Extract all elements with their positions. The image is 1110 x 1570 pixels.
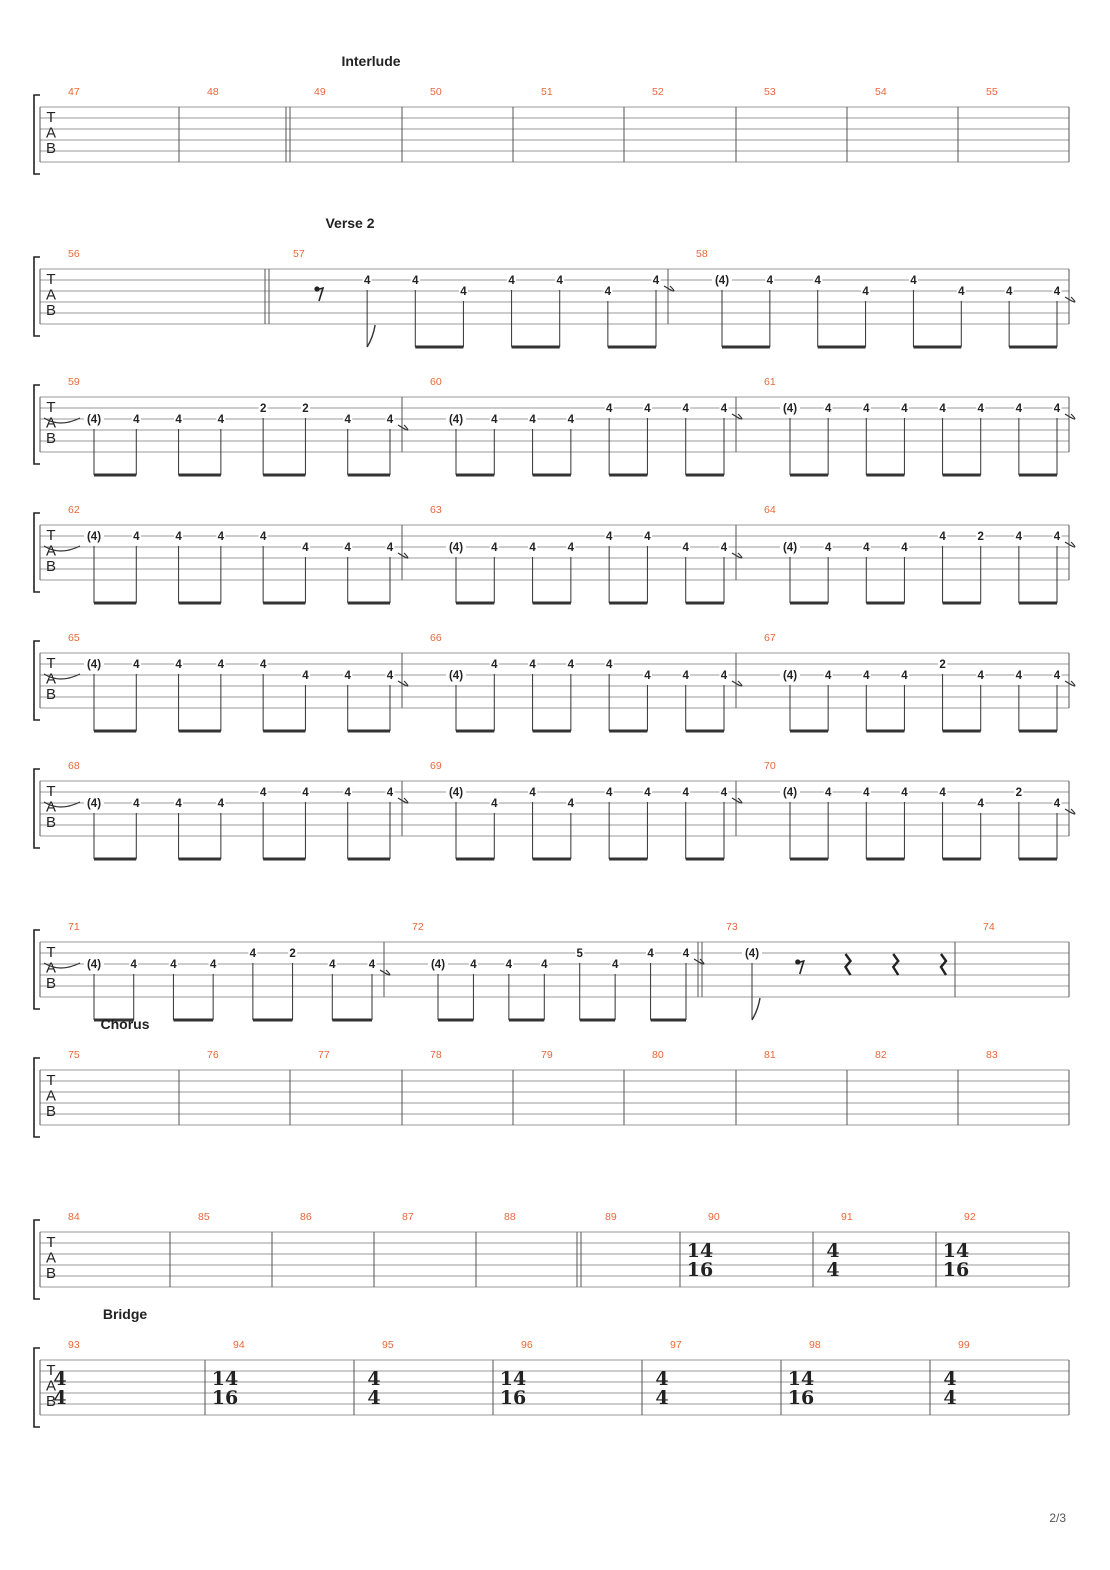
measure-number: 90 — [708, 1211, 720, 1223]
system-bracket — [34, 257, 40, 336]
fret-number: 4 — [1053, 286, 1061, 298]
fret-number: 4 — [901, 670, 908, 682]
measure-number: 51 — [541, 86, 553, 98]
measure-number: 92 — [964, 1211, 976, 1223]
fret-number: (4) — [714, 275, 730, 287]
fret-number: (4) — [86, 798, 102, 810]
fret-number: 4 — [133, 659, 140, 671]
fret-number: 4 — [363, 275, 371, 287]
time-signature-top: 4 — [655, 1368, 669, 1390]
fret-number: 4 — [977, 798, 984, 810]
note-flag — [367, 325, 375, 347]
fret-number: 4 — [491, 414, 498, 426]
fret-number: 4 — [1053, 670, 1061, 682]
tab-clef-letter: T — [46, 399, 56, 416]
tab-clef-letter: T — [46, 527, 56, 544]
measure-number: 71 — [68, 921, 80, 933]
fret-number: 4 — [652, 275, 660, 287]
tie-arc — [1065, 681, 1075, 686]
fret-number: 2 — [1015, 787, 1023, 799]
measure-number: 97 — [670, 1339, 682, 1351]
tab-clef-letter: T — [46, 783, 56, 800]
fret-number: 4 — [682, 670, 689, 682]
fret-number: 4 — [344, 414, 351, 426]
fret-number: 4 — [209, 959, 217, 971]
measure-number: 88 — [504, 1211, 516, 1223]
fret-number: 4 — [567, 542, 575, 554]
measure-number: 98 — [809, 1339, 821, 1351]
system-bracket — [34, 641, 40, 720]
eighth-rest — [797, 961, 804, 974]
system-bracket — [34, 930, 40, 1009]
measure-number: 74 — [983, 921, 995, 933]
fret-number: 4 — [529, 787, 536, 799]
measure-number: 56 — [68, 248, 80, 260]
tab-clef-letter: T — [46, 1362, 56, 1379]
fret-number: 4 — [412, 275, 419, 287]
measure-number: 79 — [541, 1049, 553, 1061]
measure-number: 65 — [68, 632, 80, 644]
fret-number: 4 — [863, 403, 870, 415]
fret-number: (4) — [782, 542, 798, 554]
tab-clef-letter: A — [45, 959, 57, 977]
measure-number: 83 — [986, 1049, 998, 1061]
fret-number: 4 — [170, 959, 177, 971]
fret-number: (4) — [782, 403, 798, 415]
measure-number: 77 — [318, 1049, 330, 1061]
fret-number: 4 — [611, 959, 619, 971]
fret-number: 4 — [824, 670, 832, 682]
fret-number: 4 — [814, 275, 821, 287]
fret-number: 5 — [576, 948, 583, 960]
fret-number: (4) — [782, 787, 798, 799]
measure-number: 59 — [68, 376, 80, 388]
tab-clef-letter: A — [45, 798, 57, 816]
fret-number: 4 — [1015, 531, 1023, 543]
fret-number: 4 — [133, 798, 140, 810]
fret-number: 4 — [368, 959, 376, 971]
fret-number: 4 — [682, 948, 690, 960]
measure-number: 60 — [430, 376, 442, 388]
fret-number: 4 — [175, 531, 182, 543]
fret-number: 4 — [541, 959, 548, 971]
fret-number: 4 — [329, 959, 336, 971]
measure-number: 57 — [293, 248, 305, 260]
measure-number: 80 — [652, 1049, 664, 1061]
measure-number: 47 — [68, 86, 80, 98]
fret-number: 4 — [529, 414, 536, 426]
tab-clef-letter: B — [45, 140, 57, 157]
measure-number: 82 — [875, 1049, 887, 1061]
fret-number: 4 — [175, 798, 182, 810]
fret-number: 4 — [720, 403, 728, 415]
time-signature-top: 14 — [211, 1368, 239, 1390]
tab-clef-letter: T — [46, 1072, 56, 1089]
tie-arc — [398, 681, 408, 686]
tab-clef-letter: T — [46, 109, 56, 126]
tab-clef-letter: A — [45, 1249, 57, 1267]
time-signature-bottom: 16 — [942, 1259, 970, 1281]
fret-number: 4 — [302, 670, 309, 682]
tab-clef-letter: T — [46, 1234, 56, 1251]
tie-arc — [380, 970, 390, 975]
measure-number: 50 — [430, 86, 442, 98]
measure-number: 49 — [314, 86, 326, 98]
fret-number: 4 — [863, 787, 870, 799]
fret-number: (4) — [86, 659, 102, 671]
fret-number: (4) — [744, 948, 760, 960]
fret-number: 4 — [824, 787, 832, 799]
time-signature-top: 4 — [943, 1368, 957, 1390]
fret-number: 4 — [460, 286, 467, 298]
fret-number: 4 — [529, 542, 536, 554]
fret-number: 4 — [344, 787, 351, 799]
measure-number: 66 — [430, 632, 442, 644]
fret-number: 4 — [647, 948, 654, 960]
fret-number: (4) — [782, 670, 798, 682]
fret-number: (4) — [448, 670, 464, 682]
fret-number: 4 — [977, 670, 984, 682]
measure-number: 78 — [430, 1049, 442, 1061]
time-signature-bottom: 4 — [367, 1387, 381, 1409]
tab-clef-letter: B — [45, 814, 57, 831]
time-signature-top: 14 — [942, 1240, 970, 1262]
time-signature-bottom: 16 — [686, 1259, 714, 1281]
fret-number: 4 — [529, 659, 536, 671]
time-signature-bottom: 16 — [787, 1387, 815, 1409]
fret-number: 4 — [939, 403, 946, 415]
measure-number: 91 — [841, 1211, 853, 1223]
fret-number: 4 — [863, 542, 870, 554]
system-bracket — [34, 1220, 40, 1299]
fret-number: 4 — [939, 787, 946, 799]
fret-number: 4 — [302, 542, 309, 554]
system-bracket — [34, 769, 40, 848]
fret-number: (4) — [448, 787, 464, 799]
measure-number: 94 — [233, 1339, 245, 1351]
tab-clef-letter: A — [45, 670, 57, 688]
fret-number: 4 — [682, 403, 689, 415]
system-bracket — [34, 513, 40, 592]
fret-number: 4 — [605, 787, 613, 799]
fret-number: 4 — [491, 798, 498, 810]
system-bracket — [34, 1058, 40, 1137]
fret-number: 4 — [1015, 403, 1023, 415]
tie-arc — [1065, 297, 1075, 302]
fret-number: (4) — [86, 414, 102, 426]
fret-number: 4 — [958, 286, 965, 298]
fret-number: 4 — [505, 959, 513, 971]
tab-clef-letter: T — [46, 655, 56, 672]
tab-clef-letter: B — [45, 1265, 57, 1282]
measure-number: 53 — [764, 86, 776, 98]
measure-number: 61 — [764, 376, 776, 388]
fret-number: 2 — [289, 948, 296, 960]
tie-arc — [398, 553, 408, 558]
fret-number: 4 — [720, 787, 728, 799]
measure-number: 87 — [402, 1211, 414, 1223]
system-bracket — [34, 95, 40, 174]
tie-arc — [1065, 414, 1075, 419]
time-signature-top: 4 — [826, 1240, 840, 1262]
tab-clef-letter: B — [45, 558, 57, 575]
fret-number: 4 — [910, 275, 917, 287]
fret-number: 4 — [939, 531, 946, 543]
time-signature-top: 4 — [53, 1368, 67, 1390]
eighth-rest — [316, 288, 323, 301]
measure-number: 86 — [300, 1211, 312, 1223]
measure-number: 85 — [198, 1211, 210, 1223]
fret-number: 4 — [491, 542, 498, 554]
tab-clef-letter: A — [45, 1377, 57, 1395]
fret-number: 2 — [977, 531, 984, 543]
fret-number: 4 — [133, 414, 140, 426]
fret-number: 4 — [605, 403, 613, 415]
system-bracket — [34, 385, 40, 464]
fret-number: 4 — [1015, 670, 1023, 682]
tab-clef-letter: B — [45, 686, 57, 703]
fret-number: 4 — [863, 670, 870, 682]
tab-clef-letter: T — [46, 271, 56, 288]
fret-number: 4 — [259, 659, 267, 671]
fret-number: 4 — [556, 275, 563, 287]
fret-number: (4) — [448, 542, 464, 554]
measure-number: 64 — [764, 504, 776, 516]
measure-number: 62 — [68, 504, 80, 516]
fret-number: 4 — [259, 787, 267, 799]
page-number: 2/3 — [1049, 1511, 1066, 1525]
fret-number: 4 — [901, 403, 908, 415]
fret-number: 4 — [302, 787, 309, 799]
time-signature-bottom: 16 — [211, 1387, 239, 1409]
fret-number: 4 — [605, 659, 613, 671]
fret-number: 4 — [386, 414, 394, 426]
measure-number: 55 — [986, 86, 998, 98]
fret-number: 4 — [1053, 531, 1061, 543]
measure-number: 76 — [207, 1049, 219, 1061]
time-signature-top: 14 — [787, 1368, 815, 1390]
tab-clef-letter: A — [45, 414, 57, 432]
tie-arc — [398, 425, 408, 430]
fret-number: 4 — [644, 787, 651, 799]
fret-number: 4 — [977, 403, 984, 415]
fret-number: 4 — [682, 542, 689, 554]
fret-number: 4 — [824, 403, 832, 415]
tie-arc — [1065, 809, 1075, 814]
fret-number: 4 — [1005, 286, 1013, 298]
tab-clef-letter: B — [45, 975, 57, 992]
measure-number: 81 — [764, 1049, 776, 1061]
fret-number: 4 — [386, 670, 394, 682]
fret-number: 4 — [508, 275, 515, 287]
fret-number: 4 — [720, 542, 728, 554]
system-bracket — [34, 1348, 40, 1427]
fret-number: 4 — [217, 531, 225, 543]
measure-number: 67 — [764, 632, 776, 644]
section-label: Interlude — [341, 53, 401, 69]
fret-number: 4 — [133, 531, 140, 543]
fret-number: 4 — [567, 659, 575, 671]
section-label: Chorus — [100, 1016, 150, 1032]
fret-number: 4 — [259, 531, 267, 543]
tie-arc — [664, 286, 674, 291]
fret-number: 4 — [901, 542, 908, 554]
tab-clef-letter: B — [45, 430, 57, 447]
fret-number: 2 — [302, 403, 309, 415]
fret-number: 4 — [604, 286, 612, 298]
fret-number: 4 — [766, 275, 774, 287]
tie-arc — [1065, 542, 1075, 547]
measure-number: 68 — [68, 760, 80, 772]
measure-number: 75 — [68, 1049, 80, 1061]
measure-number: 93 — [68, 1339, 80, 1351]
measure-number: 99 — [958, 1339, 970, 1351]
fret-number: (4) — [430, 959, 446, 971]
time-signature-bottom: 4 — [53, 1387, 67, 1409]
section-label: Bridge — [102, 1306, 148, 1322]
fret-number: 4 — [682, 787, 689, 799]
fret-number: 4 — [386, 542, 394, 554]
measure-number: 54 — [875, 86, 887, 98]
fret-number: 4 — [605, 531, 613, 543]
time-signature-bottom: 4 — [943, 1387, 957, 1409]
fret-number: 4 — [175, 414, 182, 426]
measure-number: 72 — [412, 921, 424, 933]
fret-number: 4 — [567, 414, 575, 426]
fret-number: 4 — [1053, 403, 1061, 415]
fret-number: 4 — [862, 286, 869, 298]
measure-number: 70 — [764, 760, 776, 772]
fret-number: (4) — [448, 414, 464, 426]
fret-number: 4 — [130, 959, 137, 971]
fret-number: 4 — [824, 542, 832, 554]
fret-number: 4 — [217, 659, 225, 671]
tab-clef-letter: B — [45, 302, 57, 319]
time-signature-top: 14 — [686, 1240, 714, 1262]
fret-number: 2 — [939, 659, 946, 671]
fret-number: 4 — [644, 403, 651, 415]
time-signature-bottom: 16 — [499, 1387, 527, 1409]
tie-arc — [732, 414, 742, 419]
fret-number: 4 — [217, 414, 225, 426]
measure-number: 52 — [652, 86, 664, 98]
measure-number: 84 — [68, 1211, 80, 1223]
measure-number: 73 — [726, 921, 738, 933]
tab-clef-letter: A — [45, 1087, 57, 1105]
tab-clef-letter: A — [45, 542, 57, 560]
fret-number: 4 — [344, 670, 351, 682]
measure-number: 96 — [521, 1339, 533, 1351]
fret-number: 4 — [720, 670, 728, 682]
fret-number: 4 — [249, 948, 257, 960]
measure-number: 63 — [430, 504, 442, 516]
fret-number: 4 — [644, 531, 651, 543]
fret-number: 4 — [344, 542, 351, 554]
fret-number: 4 — [491, 659, 498, 671]
fret-number: 4 — [175, 659, 182, 671]
time-signature-bottom: 4 — [655, 1387, 669, 1409]
fret-number: 4 — [386, 787, 394, 799]
fret-number: 4 — [644, 670, 651, 682]
measure-number: 58 — [696, 248, 708, 260]
fret-number: (4) — [86, 959, 102, 971]
time-signature-top: 14 — [499, 1368, 527, 1390]
tie-arc — [732, 553, 742, 558]
measure-number: 89 — [605, 1211, 617, 1223]
measure-number: 48 — [207, 86, 219, 98]
tab-clef-letter: T — [46, 944, 56, 961]
tie-arc — [732, 798, 742, 803]
tab-clef-letter: A — [45, 124, 57, 142]
time-signature-top: 4 — [367, 1368, 381, 1390]
tie-arc — [398, 798, 408, 803]
tab-clef-letter: B — [45, 1393, 57, 1410]
tie-arc — [732, 681, 742, 686]
tab-clef-letter: B — [45, 1103, 57, 1120]
fret-number: 4 — [217, 798, 225, 810]
section-label: Verse 2 — [325, 215, 375, 231]
tab-clef-letter: A — [45, 286, 57, 304]
fret-number: 4 — [470, 959, 477, 971]
time-signature-bottom: 4 — [826, 1259, 840, 1281]
fret-number: 2 — [259, 403, 267, 415]
measure-number: 69 — [430, 760, 442, 772]
fret-number: 4 — [901, 787, 908, 799]
fret-number: 4 — [567, 798, 575, 810]
measure-number: 95 — [382, 1339, 394, 1351]
note-flag — [752, 998, 760, 1020]
fret-number: 4 — [1053, 798, 1061, 810]
fret-number: (4) — [86, 531, 102, 543]
